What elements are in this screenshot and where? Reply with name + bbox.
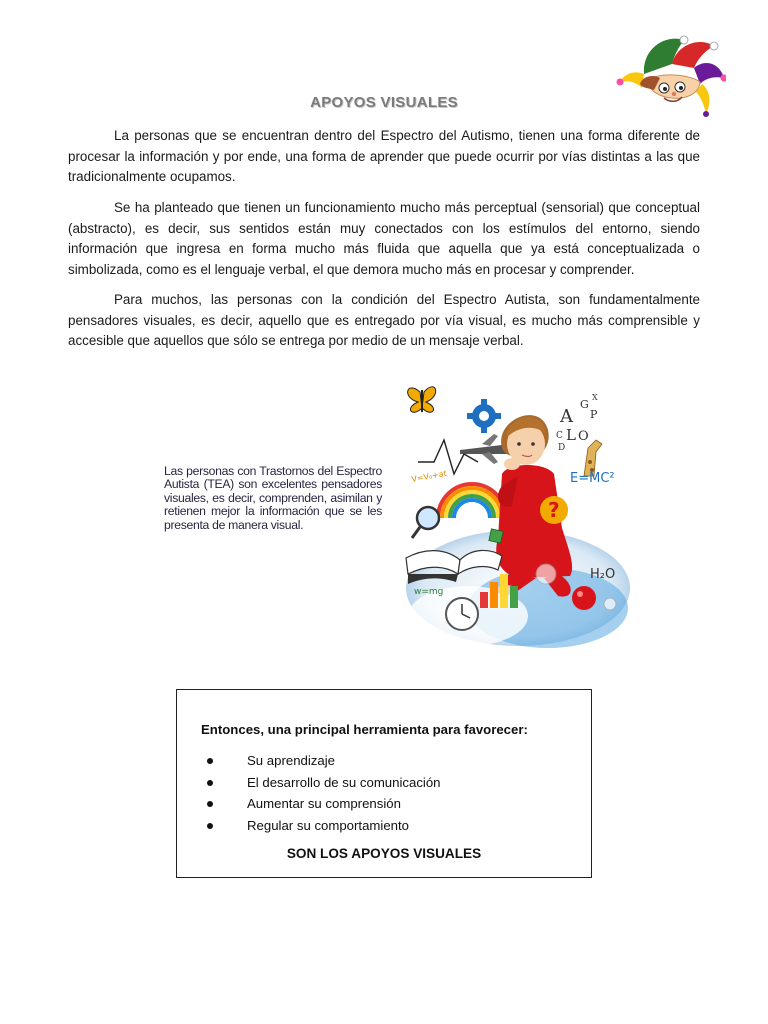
letter-x: X bbox=[592, 393, 598, 402]
summary-list bbox=[201, 750, 441, 836]
bullet-icon bbox=[207, 780, 213, 786]
side-caption: Las personas con Trastornos del Espectro Autista (TEA) son excelentes pensadores visuales, es decir, comprenden, asimilan y retienen mejor la información que se les presenta de manera visual. bbox=[164, 464, 382, 532]
formula-weight: w=mg bbox=[414, 587, 444, 597]
letter-l: L bbox=[566, 426, 576, 444]
document-title: APOYOS VISUALES bbox=[310, 94, 458, 111]
formula-water: H₂O bbox=[590, 567, 616, 582]
bullet-icon bbox=[207, 823, 213, 829]
list-item-text: Regular su comportamiento bbox=[247, 817, 409, 833]
formula-energy: E=MC² bbox=[570, 471, 615, 486]
list-item bbox=[201, 772, 441, 794]
letter-o: O bbox=[578, 429, 589, 444]
list-item bbox=[201, 793, 441, 815]
summary-conclusion: SON LOS APOYOS VISUALES bbox=[286, 846, 482, 861]
letter-a: A bbox=[560, 406, 573, 427]
clock-icon bbox=[446, 598, 478, 630]
letter-p: P bbox=[590, 408, 598, 421]
summary-intro: Entonces, una principal herramienta para favorecer: bbox=[201, 722, 528, 737]
paragraph-2: Se ha planteado que tienen un funcionamiento mucho más perceptual (sensorial) que conceptual (abstracto), es decir, sus sentidos están muy conectados con los estímulos del entorno, siendo información que ingresa en forma mucho más fluida que aquella que ya está conceptualizada o simbolizada, como es el lenguaje verbal, el que demora mucho más en procesar y comprender. bbox=[68, 200, 700, 277]
list-item bbox=[201, 815, 441, 837]
list-item-text: El desarrollo de su comunicación bbox=[247, 774, 441, 790]
child-collage-illustration bbox=[398, 378, 630, 648]
svg-text:?: ? bbox=[548, 498, 560, 522]
list-item bbox=[201, 750, 441, 772]
paragraph-1: La personas que se encuentran dentro del Espectro del Autismo, tienen una forma diferente de procesar la información y por ende, una forma de aprender que puede ocurrir por vías distintas a las que tradicionalmente ocupamos. bbox=[68, 128, 700, 185]
formula-velocity: V=V₀+at bbox=[410, 468, 448, 484]
list-item-text: Su aprendizaje bbox=[247, 753, 335, 768]
paragraph-3: Para muchos, las personas con la condición del Espectro Autista, son fundamentalmente pensadores visuales, es decir, aquello que es entregado por vía visual, es mucho más comprensible y accesible que aquellos que sólo se entrega por medio de un mensaje verbal. bbox=[68, 292, 700, 349]
list-item-text: Aumentar su comprensión bbox=[247, 796, 401, 811]
summary-box bbox=[176, 689, 592, 878]
bullet-icon bbox=[207, 801, 213, 807]
bullet-icon bbox=[207, 758, 213, 764]
letter-c: C bbox=[556, 431, 563, 441]
letter-g: G bbox=[580, 398, 589, 411]
gear-icon bbox=[467, 399, 501, 433]
question-mark-icon bbox=[540, 496, 568, 524]
magnifier-icon bbox=[412, 507, 439, 538]
letter-d: D bbox=[558, 443, 566, 453]
rainbow-icon bbox=[438, 484, 506, 518]
butterfly-icon bbox=[408, 387, 436, 412]
